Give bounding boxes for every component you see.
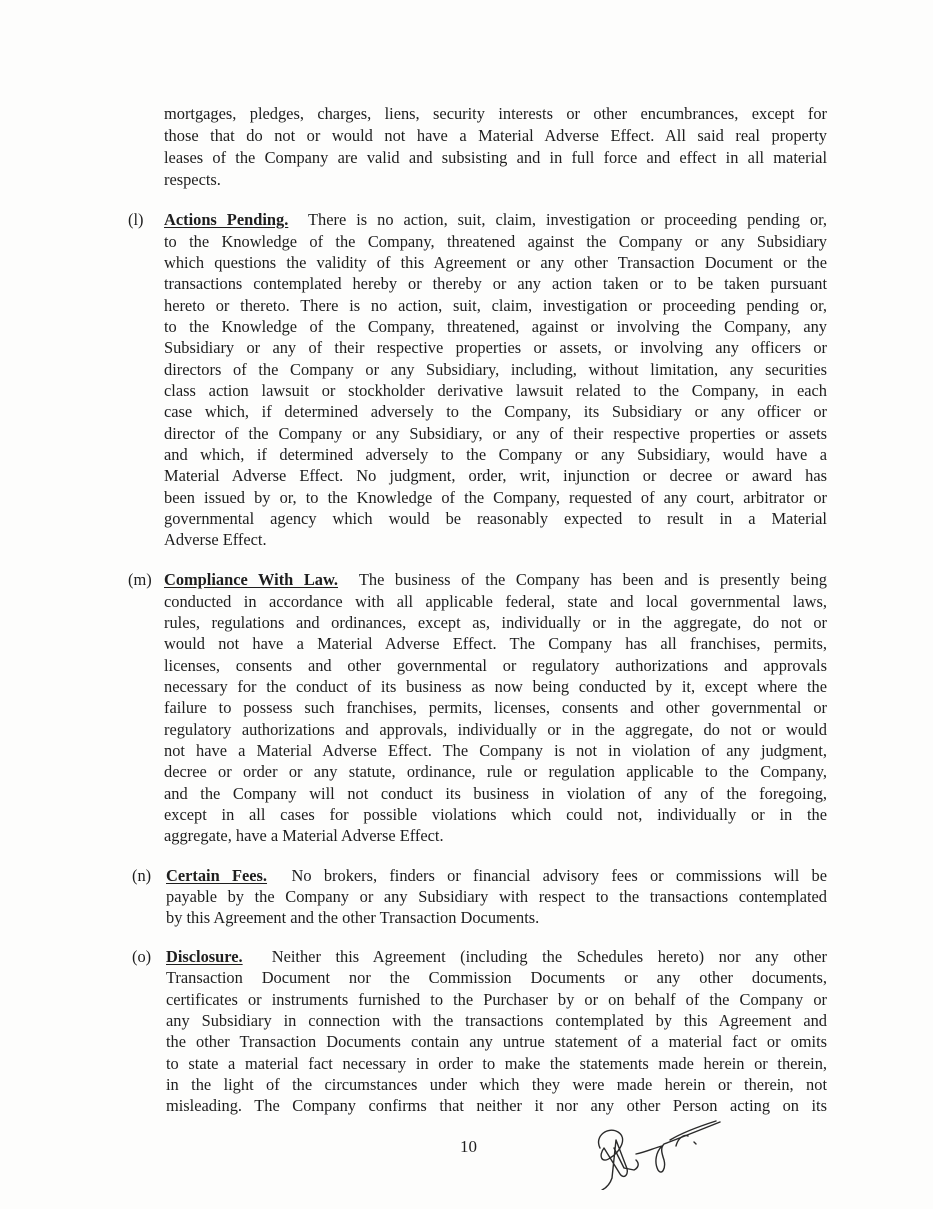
- text-line: to the Knowledge of the Company, threatened, against or involving the Company, any: [164, 317, 827, 336]
- section-first-line: [164, 569, 827, 590]
- text-line: Transaction Document nor the Commission Documents or any other documents,: [166, 968, 827, 987]
- text-line: conducted in accordance with all applicable federal, state and local governmental laws,: [164, 592, 827, 611]
- text-line: aggregate, have a Material Adverse Effect.: [164, 826, 444, 845]
- text-line: The business of the Company has been and is presently being: [358, 570, 827, 589]
- text-line: case which, if determined adversely to the Company, its Subsidiary or any officer or: [164, 402, 827, 421]
- text-line: governmental agency which would be reasonably expected to result in a Material: [164, 509, 827, 528]
- text-line: mortgages, pledges, charges, liens, security interests or other encumbrances, except for: [164, 104, 827, 123]
- section-heading: Certain Fees.: [166, 866, 268, 885]
- text-line: failure to possess such franchises, permits, licenses, consents and other governmental or: [164, 698, 827, 717]
- section-marker: (m): [128, 570, 152, 589]
- text-line: rules, regulations and ordinances, except as, individually or in the aggregate, do not or: [164, 613, 827, 632]
- text-line: respects.: [164, 170, 221, 189]
- text-line: not have a Material Adverse Effect. The Company is not in violation of any judgment,: [164, 741, 827, 760]
- text-line: payable by the Company or any Subsidiary with respect to the transactions contemplated: [166, 887, 827, 906]
- section-heading: Compliance With Law.: [164, 570, 339, 589]
- text-line: and the Company will not conduct its business in violation of any of the foregoing,: [164, 784, 827, 803]
- section-first-line: [164, 209, 827, 230]
- page-number: 10: [460, 1137, 477, 1156]
- section-heading: Disclosure.: [166, 947, 243, 966]
- text-line: regulatory authorizations and approvals, individually or in the aggregate, do not or would: [164, 720, 827, 739]
- text-line: the other Transaction Documents contain any untrue statement of a material fact or omits: [166, 1032, 827, 1051]
- text-line: those that do not or would not have a Material Adverse Effect. All said real property: [164, 126, 827, 145]
- section-heading: Actions Pending.: [164, 210, 289, 229]
- text-line: hereto or thereto. There is no action, suit, claim, investigation or proceeding pending or,: [164, 296, 827, 315]
- text-line: to state a material fact necessary in order to make the statements made herein or therein,: [166, 1054, 827, 1073]
- text-line: to the Knowledge of the Company, threatened against the Company or any Subsidiary: [164, 232, 827, 251]
- text-line: directors of the Company or any Subsidiary, including, without limitation, any securities: [164, 360, 827, 379]
- text-line: certificates or instruments furnished to the Purchaser by or on behalf of the Company or: [166, 990, 827, 1009]
- text-line: Adverse Effect.: [164, 530, 267, 549]
- section-first-line: [166, 946, 827, 967]
- text-line: transactions contemplated hereby or thereby or any action taken or to be taken pursuant: [164, 274, 827, 293]
- text-line: leases of the Company are valid and subsisting and in full force and effect in all material: [164, 148, 827, 167]
- text-line: any Subsidiary in connection with the transactions contemplated by this Agreement and: [166, 1011, 827, 1030]
- text-line: No brokers, finders or financial advisory fees or commissions will be: [291, 866, 827, 885]
- text-line: There is no action, suit, claim, investigation or proceeding pending or,: [308, 210, 827, 229]
- text-line: and which, if determined adversely to the Company or any Subsidiary, would have a: [164, 445, 827, 464]
- text-line: class action lawsuit or stockholder derivative lawsuit related to the Company, in each: [164, 381, 827, 400]
- text-line: licenses, consents and other governmental or regulatory authorizations and approvals: [164, 656, 827, 675]
- text-line: would not have a Material Adverse Effect. The Company has all franchises, permits,: [164, 634, 827, 653]
- section-marker: (l): [128, 210, 144, 229]
- text-line: except in all cases for possible violations which could not, individually or in the: [164, 805, 827, 824]
- text-line: Material Adverse Effect. No judgment, order, writ, injunction or decree or award has: [164, 466, 827, 485]
- section-first-line: [166, 865, 827, 886]
- text-line: Subsidiary or any of their respective properties or assets, or involving any officers or: [164, 338, 827, 357]
- text-line: which questions the validity of this Agreement or any other Transaction Document or the: [164, 253, 827, 272]
- text-line: director of the Company or any Subsidiary, or any of their respective properties or assets: [164, 424, 827, 443]
- signature-initials-icon: [590, 1118, 725, 1190]
- text-line: been issued by or, to the Knowledge of the Company, requested of any court, arbitrator or: [164, 488, 827, 507]
- text-line: necessary for the conduct of its business as now being conducted by it, except where the: [164, 677, 827, 696]
- text-line: misleading. The Company confirms that neither it nor any other Person acting on its: [166, 1096, 827, 1115]
- section-marker: (o): [132, 947, 152, 966]
- text-line: decree or order or any statute, ordinance, rule or regulation applicable to the Company,: [164, 762, 827, 781]
- text-line: by this Agreement and the other Transaction Documents.: [166, 908, 540, 927]
- section-marker: (n): [132, 866, 152, 885]
- text-line: Neither this Agreement (including the Schedules hereto) nor any other: [271, 947, 827, 966]
- text-line: in the light of the circumstances under which they were made herein or therein, not: [166, 1075, 827, 1094]
